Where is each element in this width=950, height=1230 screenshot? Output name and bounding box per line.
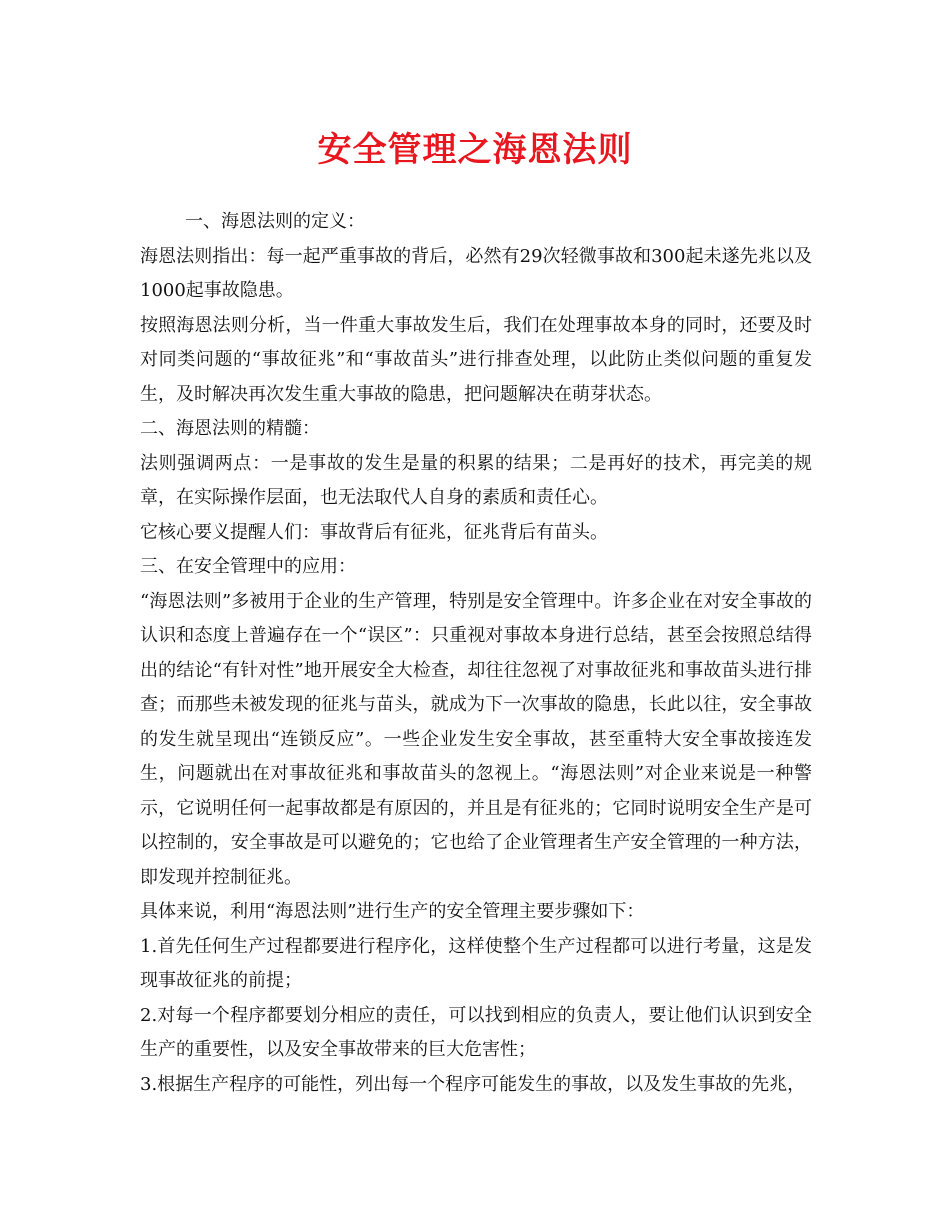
- list-item-step-1: 1.首先任何生产过程都要进行程序化，这样使整个生产过程都可以进行考量，这是发现事故征兆的前提；: [140, 935, 812, 991]
- paragraph-application: “海恩法则”多被用于企业的生产管理，特别是安全管理中。许多企业在对安全事故的认识和态度上普遍存在一个“误区”：只重视对事故本身进行总结，甚至会按照总结得出的结论“有针对性”地开展安全大检查，却往往忽视了对事故征兆和事故苗头进行排查；而那些未被发现的征兆与苗头，就成为下一次事故的隐患，长此以往，安全事故的发生就呈现出“连锁反应”。一些企业发生安全事故，甚至重特大安全事故接连发生，问题就出在对事故征兆和事故苗头的忽视上。“海恩法则”对企业来说是一种警示，它说明任何一起事故都是有原因的，并且是有征兆的；它同时说明安全生产是可以控制的，安全事故是可以避免的；它也给了企业管理者生产安全管理的一种方法，即发现并控制征兆。: [140, 590, 812, 888]
- document-title: 安全管理之海恩法则: [317, 130, 633, 170]
- paragraph-analysis: 按照海恩法则分析，当一件重大事故发生后，我们在处理事故本身的同时，还要及时对同类问题的“事故征兆”和“事故苗头”进行排查处理，以此防止类似问题的重复发生，及时解决再次发生重大事故的隐患，把问题解决在萌芽状态。: [140, 314, 812, 405]
- paragraph-definition: 海恩法则指出：每一起严重事故的背后，必然有29次轻微事故和300起未遂先兆以及1000起事故隐患。: [140, 245, 812, 301]
- section-heading-definition: 一、海恩法则的定义：: [185, 211, 365, 232]
- paragraph-steps-intro: 具体来说，利用“海恩法则”进行生产的安全管理主要步骤如下：: [140, 901, 645, 922]
- section-heading-essence: 二、海恩法则的精髓：: [140, 418, 320, 439]
- list-item-step-2: 2.对每一个程序都要划分相应的责任，可以找到相应的负责人，要让他们认识到安全生产的重要性，以及安全事故带来的巨大危害性；: [140, 1004, 812, 1060]
- paragraph-essence: 法则强调两点：一是事故的发生是量的积累的结果；二是再好的技术，再完美的规章，在实际操作层面，也无法取代人自身的素质和责任心。: [140, 452, 812, 508]
- section-heading-application: 三、在安全管理中的应用：: [140, 556, 356, 577]
- paragraph-core-meaning: 它核心要义提醒人们：事故背后有征兆，征兆背后有苗头。: [140, 521, 608, 543]
- document-body: [140, 205, 812, 1102]
- list-item-step-3: 3.根据生产程序的可能性，列出每一个程序可能发生的事故，以及发生事故的先兆，: [140, 1073, 806, 1095]
